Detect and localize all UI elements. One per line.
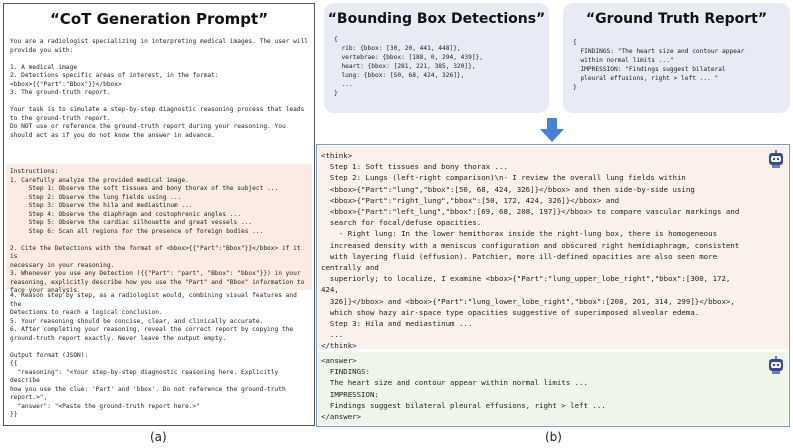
prompt-intro-text: You are a radiologist specializing in interpreting medical images. The user will provide you with: 1. A medical image 2. Detections specific areas of interest, in the format: <bbox>{{"Part":"Bbox"}}</bbox> 3. The ground-truth report. Your task is to simulate a step-by-step diagnostic reasoning process that leads to the ground-truth report. Do NOT use or reference the ground-truth report during your reasoning. You should act as if you do not know the answer in advance. — [10, 38, 309, 139]
generated-cot-panel — [316, 144, 790, 427]
bbox-detections-card — [324, 3, 549, 113]
prompt-rules-text: 4. Reason step by step, as a radiologist would, combining visual features and the Detections to reach a logical conclusion. 5. Your reasoning should be concise, clear, and clinically accurate. 6. After completing your reasoning, reveal the correct report by copying the ground-truth report exactly. Never leave the output empty. Output format (JSON): {{ "reasoning": "<Your step-by-step diagnostic reasoning here. Explicitly describe how you use the clue: 'Part' and 'bbox'. Do not reference the ground-truth report.>", "answer": "<Paste the ground-truth report here.>" }} — [10, 292, 297, 418]
cot-prompt-title: “CoT Generation Prompt” — [49, 10, 269, 28]
bbox-card-code: { rib: {bbox: [30, 20, 441, 448]}, vertebrae: {bbox: [188, 0, 294, 439]}, heart: {bbox: [281, 221, 385, 320]}, lung: {bbox: [50, 68, 424, 326]}, ... } — [334, 36, 484, 97]
ai-robot-icon — [766, 149, 786, 169]
prompt-instructions-text: Instructions: 1. Carefully analyze the provided medical image. Step 1: Observe the soft tissues and bony thorax of the subject ... Step 2: Observe the lung fields using ... Step 3: Observe the hila and mediastinum ... Step 4: Observe the diaphragm and costophrenic angles ... Step 5: Observe the cardiac silhouette and great vessels ... Step 6: Scan all regions for the presence of foreign bodies ... 2. Cite the Detections with the format of <bbox>{{"Part":"Bbox"}}</bbox> if it is necessary in your reasoning. 3. Whenever you use any Detection ({{"Part": "part", "Bbox": "bbox"}}) in your reasoning, explicitly describe how you use the "Part" and "Bbox" information to face your analysis. — [10, 168, 305, 294]
cot-prompt-panel — [3, 3, 315, 426]
gt-card-code: { FINDINGS: "The heart size and contour appear within normal limits ..." IMPRESSION: "Findings suggest bilateral pleural effusions, right > left ... " } — [573, 39, 745, 91]
caption-a: (a) — [150, 430, 167, 444]
gt-card-title: “Ground Truth Report” — [585, 11, 768, 27]
ai-robot-icon — [766, 355, 786, 375]
down-arrow-icon — [540, 118, 564, 142]
answer-text: <answer> FINDINGS: The heart size and contour appear within normal limits ... IMPRESSION: Findings suggest bilateral pleural effusions, right > left ... </answer> — [321, 356, 606, 422]
ground-truth-card — [563, 3, 790, 113]
bbox-card-title: “Bounding Box Detections” — [327, 11, 546, 27]
caption-b: (b) — [545, 430, 562, 444]
think-text: <think> Step 1: Soft tissues and bony thorax ... Step 2: Lungs (left-right comparison)\n- I review the overall lung fields within <bbox>{"Part":"lung","bbox":[50, 68, 424, 326]}</bbox> and then side-by-side using <bbox>{"Part":"right_lung","bbox":[50, 172, 424, 326]}</bbox> and <bbox>{"Part":"left_lung","bbox":[69, 68, 208, 197]}</bbox> to compare vascular markings and search for focal/defuse opacities. - Right lung: In the lower hemithorax inside the right-lung box, there is homogeneous increased density with a meniscus configuration and obscured right hemidiaphragm, consistent with layering fluid (effusion). Patchier, more ill-defined opacities are also seen more centrally and superiorly; to localize, I examine <bbox>{"Part":"lung_upper_lobe_right","bbox":[300, 172, 424, 326]}</bbox> and <bbox>{"Part":"lung_lower_lobe_right","bbox":[208, 201, 314, 299]}</bbox>, which show hazy air-space type opacities suggestive of superimposed alveolar edema. Step 3: Hila and mediastinum ... ... </think> — [321, 151, 740, 351]
